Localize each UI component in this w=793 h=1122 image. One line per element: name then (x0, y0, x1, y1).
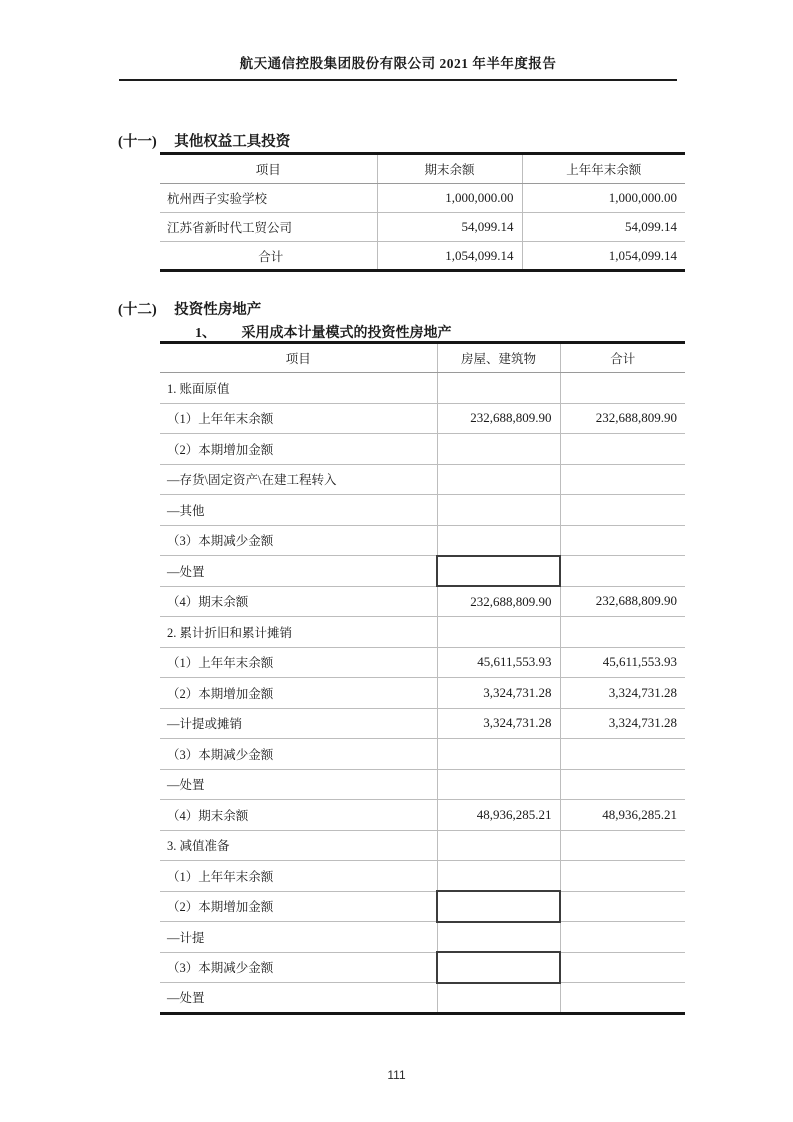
value-cell (560, 556, 685, 587)
table-row (160, 739, 685, 770)
value-cell (560, 891, 685, 922)
page-header-title: 航天通信控股集团股份有限公司 2021 年半年度报告 (119, 52, 677, 81)
value-cell: 1,054,099.14 (377, 242, 522, 271)
table-row (160, 495, 685, 526)
section-12-title: 投资性房地产 (174, 302, 262, 318)
table-header-row (160, 154, 685, 184)
value-cell: 3,324,731.28 (560, 708, 685, 739)
value-cell (560, 373, 685, 404)
value-cell (437, 464, 560, 495)
item-cell: （4）期末余额 (160, 800, 437, 831)
value-cell (437, 739, 560, 770)
section-11-number: (十一) (118, 134, 157, 150)
table-row (160, 525, 685, 556)
table-row (160, 983, 685, 1014)
value-cell: 232,688,809.90 (437, 403, 560, 434)
value-cell: 1,000,000.00 (377, 184, 522, 213)
table-row (160, 242, 685, 271)
value-cell (437, 434, 560, 465)
item-cell: （2）本期增加金额 (160, 678, 437, 709)
value-cell (437, 617, 560, 648)
other-equity-investments-table (160, 152, 685, 272)
item-cell: —处置 (160, 769, 437, 800)
item-cell: （2）本期增加金额 (160, 434, 437, 465)
table-row (160, 708, 685, 739)
value-cell: 3,324,731.28 (560, 678, 685, 709)
value-cell (560, 525, 685, 556)
column-header-buildings: 房屋、建筑物 (437, 343, 560, 373)
subsection-1-title: 采用成本计量模式的投资性房地产 (241, 326, 452, 341)
table-row (160, 891, 685, 922)
investment-property-cost-model-table (160, 341, 685, 1015)
table-row (160, 647, 685, 678)
value-cell (560, 739, 685, 770)
value-cell (437, 861, 560, 892)
value-cell (560, 922, 685, 953)
column-header-item: 项目 (160, 343, 437, 373)
value-cell (560, 617, 685, 648)
table-row (160, 800, 685, 831)
value-cell (560, 983, 685, 1014)
table-row (160, 830, 685, 861)
table-row (160, 213, 685, 242)
value-cell: 48,936,285.21 (437, 800, 560, 831)
value-cell: 54,099.14 (377, 213, 522, 242)
value-cell: 232,688,809.90 (560, 586, 685, 617)
item-cell: 2. 累计折旧和累计摊销 (160, 617, 437, 648)
item-cell: 杭州西子实验学校 (160, 184, 377, 213)
item-cell: 江苏省新时代工贸公司 (160, 213, 377, 242)
item-cell: （1）上年年末余额 (160, 403, 437, 434)
table-row (160, 861, 685, 892)
value-cell (437, 525, 560, 556)
item-cell: 合计 (160, 242, 377, 271)
column-header-item: 项目 (160, 154, 377, 184)
value-cell (437, 891, 560, 922)
item-cell: —存货\固定资产\在建工程转入 (160, 464, 437, 495)
value-cell (437, 373, 560, 404)
value-cell (437, 556, 560, 587)
table-row (160, 184, 685, 213)
item-cell: （3）本期减少金额 (160, 739, 437, 770)
table-row (160, 556, 685, 587)
table-row (160, 586, 685, 617)
value-cell: 1,000,000.00 (522, 184, 685, 213)
section-12-number: (十二) (118, 302, 157, 318)
table-row (160, 678, 685, 709)
value-cell (437, 830, 560, 861)
item-cell: —其他 (160, 495, 437, 526)
table-row (160, 464, 685, 495)
item-cell: （1）上年年末余额 (160, 647, 437, 678)
table-row (160, 769, 685, 800)
item-cell: （3）本期减少金额 (160, 525, 437, 556)
value-cell (437, 769, 560, 800)
item-cell: （2）本期增加金额 (160, 891, 437, 922)
value-cell (560, 830, 685, 861)
table-row (160, 922, 685, 953)
subsection-1-heading (195, 322, 452, 342)
value-cell: 45,611,553.93 (437, 647, 560, 678)
table-row (160, 617, 685, 648)
value-cell (560, 434, 685, 465)
table-row (160, 952, 685, 983)
column-header-prior-year-balance: 上年年末余额 (522, 154, 685, 184)
section-11-title: 其他权益工具投资 (174, 134, 291, 150)
item-cell: （1）上年年末余额 (160, 861, 437, 892)
item-cell: —处置 (160, 983, 437, 1014)
item-cell: （3）本期减少金额 (160, 952, 437, 983)
item-cell: —处置 (160, 556, 437, 587)
value-cell: 232,688,809.90 (437, 586, 560, 617)
item-cell: （4）期末余额 (160, 586, 437, 617)
item-cell: —计提 (160, 922, 437, 953)
value-cell: 1,054,099.14 (522, 242, 685, 271)
column-header-ending-balance: 期末余额 (377, 154, 522, 184)
value-cell (437, 495, 560, 526)
value-cell (437, 922, 560, 953)
item-cell: 1. 账面原值 (160, 373, 437, 404)
item-cell: 3. 减值准备 (160, 830, 437, 861)
value-cell: 48,936,285.21 (560, 800, 685, 831)
table-header-row (160, 343, 685, 373)
value-cell: 3,324,731.28 (437, 678, 560, 709)
table-row (160, 403, 685, 434)
subsection-1-number: 1、 (195, 326, 216, 341)
item-cell: —计提或摊销 (160, 708, 437, 739)
value-cell (560, 464, 685, 495)
value-cell (560, 495, 685, 526)
column-header-total: 合计 (560, 343, 685, 373)
value-cell: 45,611,553.93 (560, 647, 685, 678)
value-cell: 54,099.14 (522, 213, 685, 242)
value-cell (560, 952, 685, 983)
value-cell (437, 983, 560, 1014)
table-row (160, 434, 685, 465)
page-number: 111 (387, 1068, 406, 1082)
value-cell (560, 769, 685, 800)
value-cell: 3,324,731.28 (437, 708, 560, 739)
value-cell: 232,688,809.90 (560, 403, 685, 434)
table-row (160, 373, 685, 404)
section-12-heading (118, 298, 261, 319)
value-cell (560, 861, 685, 892)
section-11-heading (118, 130, 290, 151)
value-cell (437, 952, 560, 983)
